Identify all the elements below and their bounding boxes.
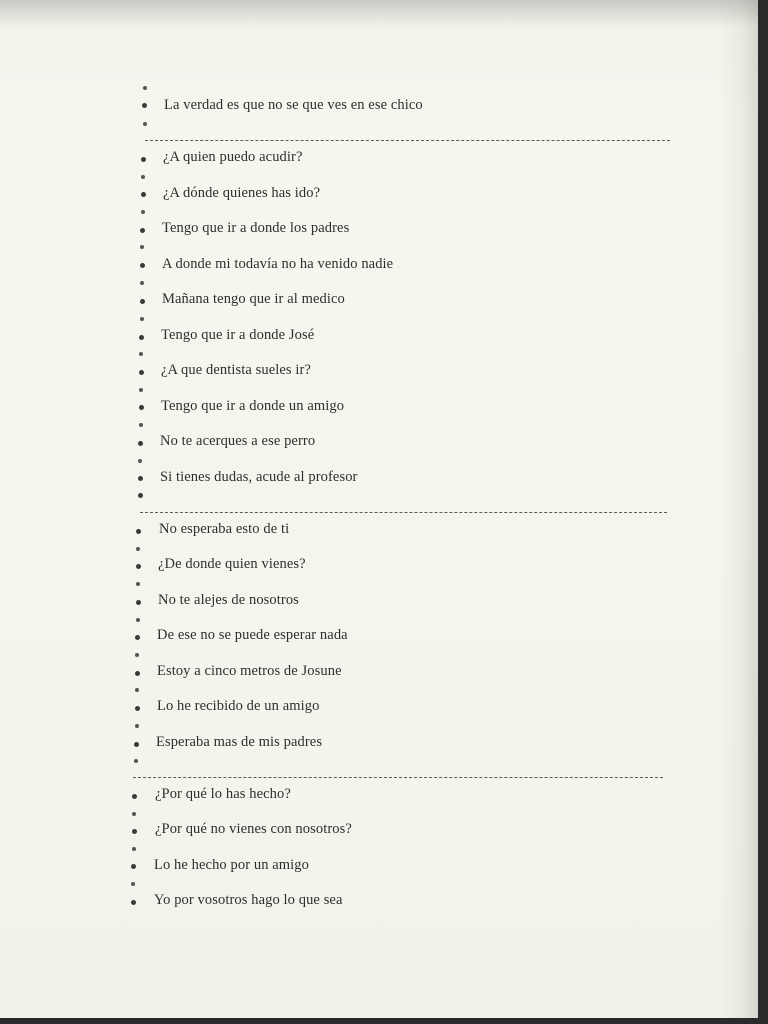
bullet (138, 441, 143, 446)
bullet (136, 547, 140, 551)
bullet (140, 245, 144, 249)
sentence-text: La verdad es que no se que ves en ese chico (164, 97, 423, 113)
bullet (134, 759, 138, 763)
sentence-text: Esperaba mas de mis padres (156, 734, 323, 750)
section-divider (145, 140, 670, 141)
sentence-text: Yo por vosotros hago lo que sea (154, 892, 343, 908)
bullet (132, 847, 136, 851)
sentence-text: ¿A quien puedo acudir? (163, 149, 303, 165)
bullet (136, 564, 141, 569)
sentence-text: Tengo que ir a donde José (161, 327, 315, 343)
sentence-text: ¿De donde quien vienes? (158, 556, 306, 572)
bullet (141, 175, 145, 179)
section-divider (133, 777, 663, 778)
bullet (141, 192, 146, 197)
bullet (143, 122, 147, 126)
sentence-text: Si tienes dudas, acude al profesor (160, 469, 358, 485)
sentence-text: Mañana tengo que ir al medico (162, 291, 345, 307)
bullet (138, 493, 143, 498)
bullet (135, 671, 140, 676)
bullet (136, 618, 140, 622)
bullet (140, 281, 144, 285)
sentence-text: No te acerques a ese perro (160, 433, 316, 449)
sentence-text: De ese no se puede esperar nada (157, 627, 348, 643)
bullet (139, 423, 143, 427)
bullet (136, 529, 141, 534)
bullet (142, 103, 147, 108)
sentence-text: ¿Por qué lo has hecho? (155, 786, 291, 802)
bullet (136, 582, 140, 586)
bullet (138, 476, 143, 481)
sentence-text: Lo he recibido de un amigo (157, 698, 320, 714)
bullet (139, 335, 144, 340)
bullet (141, 210, 145, 214)
bullet (135, 688, 139, 692)
sentence-text: Tengo que ir a donde un amigo (161, 398, 345, 414)
bullet (140, 317, 144, 321)
sentence-text: ¿Por qué no vienes con nosotros? (155, 821, 352, 837)
sentence-text: ¿A que dentista sueles ir? (161, 362, 311, 378)
bullet (139, 405, 144, 410)
bullet (135, 635, 140, 640)
bullet (140, 299, 145, 304)
bullet (139, 388, 143, 392)
bullet (139, 352, 143, 356)
section-divider (140, 512, 667, 513)
bullet (138, 459, 142, 463)
bullet (134, 742, 139, 747)
bullet (132, 794, 137, 799)
sentence-text: ¿A dónde quienes has ido? (163, 185, 321, 201)
bullet (135, 653, 139, 657)
bullet (135, 706, 140, 711)
bullet (139, 370, 144, 375)
bullet (131, 882, 135, 886)
sentence-text: No esperaba esto de ti (159, 521, 290, 537)
sentence-text: No te alejes de nosotros (158, 592, 299, 608)
bullet (131, 864, 136, 869)
bullet (131, 900, 136, 905)
bullet (141, 157, 146, 162)
bullet (140, 228, 145, 233)
bullet (136, 600, 141, 605)
bullet (135, 724, 139, 728)
bullet (132, 812, 136, 816)
bullet (132, 829, 137, 834)
bullet (143, 86, 147, 90)
sentence-text: Estoy a cinco metros de Josune (157, 663, 342, 679)
bullet (140, 263, 145, 268)
sentence-text: A donde mi todavía no ha venido nadie (162, 256, 394, 272)
sentence-text: Tengo que ir a donde los padres (162, 220, 350, 236)
sentence-text: Lo he hecho por un amigo (154, 857, 310, 873)
